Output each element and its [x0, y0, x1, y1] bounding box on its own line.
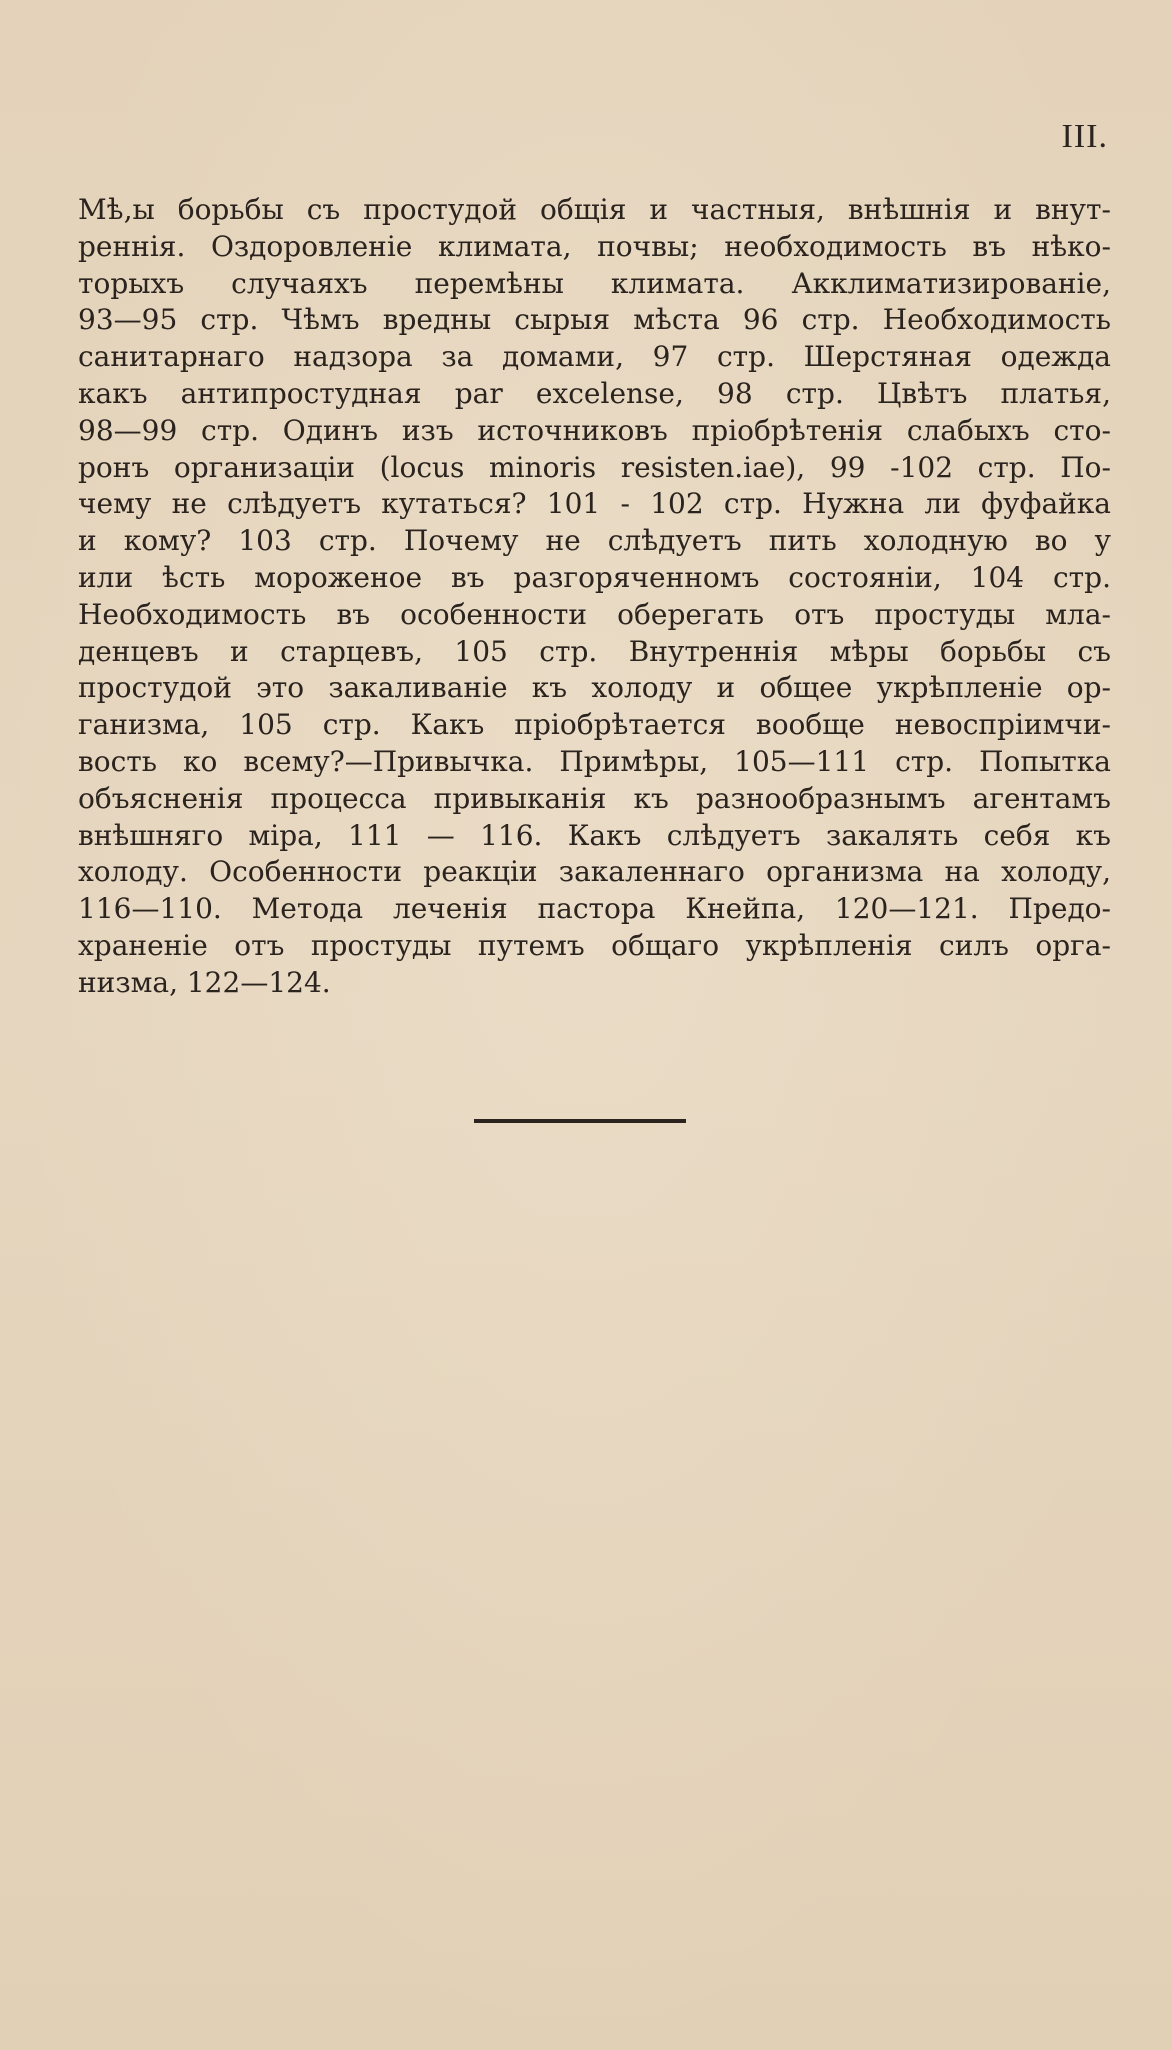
text-line: 98—99 стр. Одинъ изъ источниковъ пріобрѣтенія слабыхъ сто-: [78, 413, 1111, 447]
text-line: Необходимость въ особенности оберегать отъ простуды мла-: [78, 597, 1111, 631]
section-divider: [474, 1119, 686, 1123]
text-line: простудой это закаливаніе къ холоду и общее укрѣпленіе ор-: [78, 671, 1111, 705]
text-line: реннія. Оздоровленіе климата, почвы; необходимость въ нѣко-: [78, 229, 1111, 263]
text-line: какъ антипростудная par excelense, 98 стр. Цвѣтъ платья,: [78, 376, 1111, 410]
text-line: ронъ организаціи (locus minoris resisten.iae), 99 -102 стр. По-: [78, 450, 1111, 484]
text-line: храненіе отъ простуды путемъ общаго укрѣпленія силъ орга-: [78, 928, 1111, 962]
text-line: внѣшняго міра, 111 — 116. Какъ слѣдуетъ закалять себя къ: [78, 818, 1111, 852]
page-number: III.: [1061, 118, 1108, 155]
text-line: и кому? 103 стр. Почему не слѣдуетъ пить холодную во у: [78, 524, 1111, 558]
text-line: или ѣсть мороженое въ разгоряченномъ состояніи, 104 стр.: [78, 560, 1111, 594]
body-paragraph: [78, 192, 1111, 1002]
text-line: 116—110. Метода леченія пастора Кнейпа, 120—121. Предо-: [78, 892, 1111, 926]
text-line: вость ко всему?—Привычка. Примѣры, 105—111 стр. Попытка: [78, 744, 1111, 778]
text-line: холоду. Особенности реакціи закаленнаго организма на холоду,: [78, 855, 1111, 889]
text-line: торыхъ случаяхъ перемѣны климата. Акклиматизированіе,: [78, 266, 1111, 300]
text-line: чему не слѣдуетъ кутаться? 101 - 102 стр. Нужна ли фуфайка: [78, 487, 1111, 521]
text-line: денцевъ и старцевъ, 105 стр. Внутреннія мѣры борьбы съ: [78, 634, 1111, 668]
text-line: 93—95 стр. Чѣмъ вредны сырыя мѣста 96 стр. Необходимость: [78, 303, 1111, 337]
text-line: санитарнаго надзора за домами, 97 стр. Шерстяная одежда: [78, 340, 1111, 374]
text-line: ганизма, 105 стр. Какъ пріобрѣтается вообще невоспріимчи-: [78, 708, 1111, 742]
text-line: Мѣ‚ы борьбы съ простудой общія и частныя, внѣшнія и внут-: [78, 193, 1111, 226]
text-line: объясненія процесса привыканія къ разнообразнымъ агентамъ: [78, 781, 1111, 815]
text-line: низма, 122—124.: [78, 965, 331, 999]
